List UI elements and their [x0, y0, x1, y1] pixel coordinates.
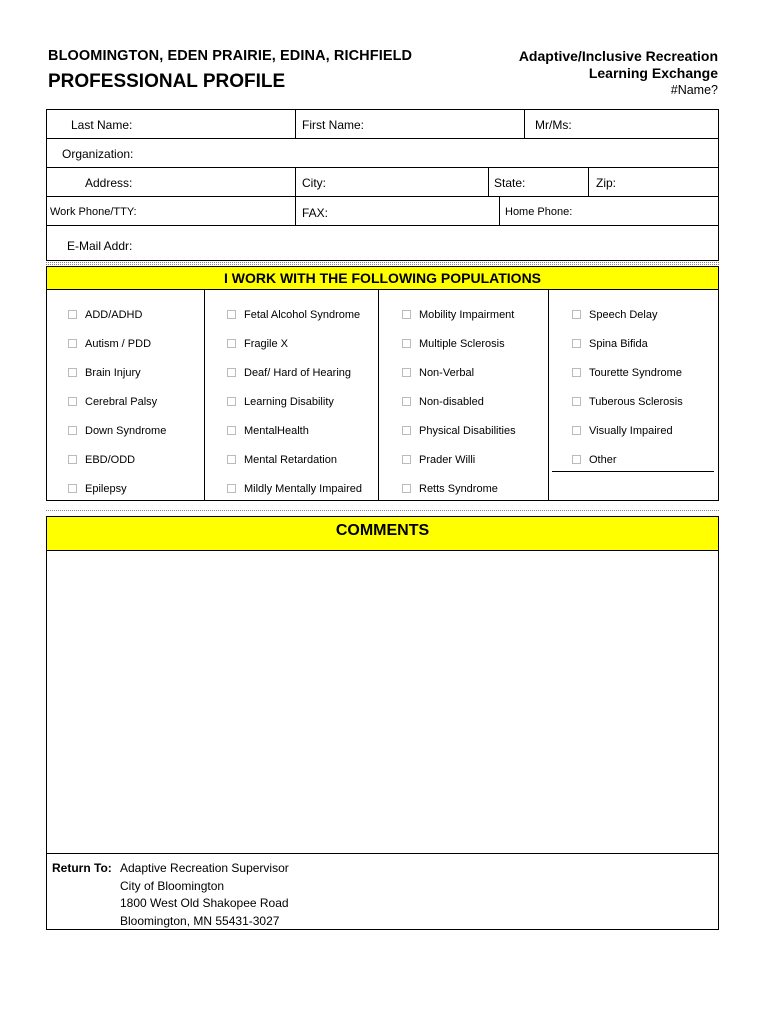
- population-option[interactable]: [68, 482, 127, 496]
- return-to-label: Return To:: [52, 861, 112, 875]
- population-checkbox[interactable]: [572, 310, 581, 319]
- population-label: Other: [589, 454, 617, 466]
- population-checkbox[interactable]: [402, 368, 411, 377]
- population-checkbox[interactable]: [402, 455, 411, 464]
- divider: [46, 264, 719, 265]
- address-label: Address:: [85, 176, 133, 190]
- population-label: EBD/ODD: [85, 454, 136, 466]
- organization-label: Organization:: [62, 147, 134, 161]
- header-right: [519, 48, 718, 99]
- population-option[interactable]: [227, 453, 337, 467]
- population-label: Mildly Mentally Impaired: [244, 483, 362, 495]
- population-option[interactable]: [402, 482, 498, 496]
- population-checkbox[interactable]: [572, 368, 581, 377]
- population-label: Non-Verbal: [419, 367, 475, 379]
- grid-line: [204, 290, 205, 501]
- last-name-label: Last Name:: [71, 118, 133, 132]
- population-label: Brain Injury: [85, 367, 141, 379]
- first-name-label: First Name:: [302, 118, 365, 132]
- population-label: Multiple Sclerosis: [419, 338, 505, 350]
- work-phone-label: Work Phone/TTY:: [50, 206, 137, 218]
- population-label: Cerebral Palsy: [85, 396, 158, 408]
- population-checkbox[interactable]: [572, 426, 581, 435]
- population-checkbox[interactable]: [68, 426, 77, 435]
- page-title: PROFESSIONAL PROFILE: [48, 71, 286, 92]
- return-line-2: City of Bloomington: [120, 879, 225, 893]
- fax-label: FAX:: [302, 206, 329, 220]
- population-option[interactable]: [572, 453, 617, 467]
- population-option[interactable]: [572, 366, 682, 380]
- population-option[interactable]: [227, 337, 288, 351]
- population-checkbox[interactable]: [402, 339, 411, 348]
- population-label: Autism / PDD: [85, 338, 152, 350]
- population-option[interactable]: [402, 366, 474, 380]
- population-checkbox[interactable]: [402, 397, 411, 406]
- work-phone-field[interactable]: [46, 196, 296, 226]
- home-phone-label: Home Phone:: [505, 206, 573, 218]
- grid-line: [718, 290, 719, 501]
- divider: [46, 510, 719, 511]
- first-name-field[interactable]: [295, 109, 525, 139]
- population-option[interactable]: [227, 366, 351, 380]
- population-label: MentalHealth: [244, 425, 309, 437]
- return-line-3: 1800 West Old Shakopee Road: [120, 896, 289, 910]
- population-checkbox[interactable]: [227, 310, 236, 319]
- population-label: Fetal Alcohol Syndrome: [244, 309, 361, 321]
- population-option[interactable]: [402, 308, 514, 322]
- population-checkbox[interactable]: [68, 455, 77, 464]
- home-phone-field[interactable]: [499, 196, 719, 226]
- return-line-4: Bloomington, MN 55431-3027: [120, 914, 280, 928]
- email-field[interactable]: [46, 225, 719, 261]
- population-checkbox[interactable]: [227, 426, 236, 435]
- population-option[interactable]: [572, 337, 648, 351]
- population-checkbox[interactable]: [68, 339, 77, 348]
- population-label: Fragile X: [244, 338, 289, 350]
- populations-heading: I WORK WITH THE FOLLOWING POPULATIONS: [46, 266, 719, 290]
- population-option[interactable]: [227, 308, 360, 322]
- population-option[interactable]: [227, 424, 309, 438]
- population-option[interactable]: [68, 453, 135, 467]
- population-label: Learning Disability: [244, 396, 334, 408]
- program-name: Adaptive/Inclusive Recreation: [518, 48, 718, 64]
- population-label: ADD/ADHD: [85, 309, 143, 321]
- population-option[interactable]: [402, 453, 475, 467]
- population-option[interactable]: [68, 424, 166, 438]
- return-line-1: Adaptive Recreation Supervisor: [120, 861, 289, 875]
- grid-line: [378, 290, 379, 501]
- mr-ms-label: Mr/Ms:: [535, 118, 572, 132]
- population-checkbox[interactable]: [572, 339, 581, 348]
- population-label: Mobility Impairment: [419, 309, 515, 321]
- population-checkbox[interactable]: [572, 397, 581, 406]
- population-checkbox[interactable]: [402, 484, 411, 493]
- last-name-field[interactable]: [46, 109, 296, 139]
- population-checkbox[interactable]: [227, 397, 236, 406]
- population-checkbox[interactable]: [572, 455, 581, 464]
- population-label: Down Syndrome: [85, 425, 167, 437]
- zip-field[interactable]: [588, 167, 719, 197]
- population-label: Retts Syndrome: [419, 483, 498, 495]
- grid-line: [46, 290, 47, 501]
- population-checkbox[interactable]: [227, 339, 236, 348]
- comments-heading: COMMENTS: [46, 516, 719, 551]
- state-label: State:: [494, 176, 526, 190]
- city-label: City:: [302, 176, 326, 190]
- population-option[interactable]: [68, 366, 141, 380]
- population-checkbox[interactable]: [68, 484, 77, 493]
- population-checkbox[interactable]: [402, 426, 411, 435]
- grid-line: [46, 500, 719, 501]
- population-label: Non-disabled: [419, 396, 484, 408]
- population-option[interactable]: [572, 308, 658, 322]
- population-checkbox[interactable]: [227, 455, 236, 464]
- fax-field[interactable]: [295, 196, 500, 226]
- population-label: Prader Willi: [419, 454, 476, 466]
- population-checkbox[interactable]: [227, 368, 236, 377]
- population-option[interactable]: [227, 482, 362, 496]
- population-option[interactable]: [68, 337, 151, 351]
- divider: [46, 262, 719, 263]
- program-subtitle: Learning Exchange: [588, 65, 718, 81]
- email-label: E-Mail Addr:: [67, 239, 133, 253]
- population-option[interactable]: [402, 424, 516, 438]
- city-field[interactable]: [295, 167, 489, 197]
- population-label: Tourette Syndrome: [589, 367, 682, 379]
- population-option[interactable]: [68, 395, 157, 409]
- population-label: Deaf/ Hard of Hearing: [244, 367, 351, 379]
- state-field[interactable]: [488, 167, 589, 197]
- population-option[interactable]: [402, 395, 484, 409]
- address-field[interactable]: [46, 167, 296, 197]
- organization-field[interactable]: [46, 138, 719, 168]
- population-option[interactable]: [227, 395, 334, 409]
- other-underline: [552, 471, 714, 472]
- population-option[interactable]: [68, 308, 142, 322]
- population-option[interactable]: [572, 424, 673, 438]
- zip-label: Zip:: [596, 176, 617, 190]
- population-option[interactable]: [572, 395, 683, 409]
- population-label: Spina Bifida: [589, 338, 648, 350]
- population-label: Physical Disabilities: [419, 425, 516, 437]
- population-checkbox[interactable]: [68, 397, 77, 406]
- population-label: Speech Delay: [589, 309, 658, 321]
- population-label: Epilepsy: [85, 483, 127, 495]
- comments-textarea[interactable]: [46, 550, 719, 854]
- population-label: Visually Impaired: [589, 425, 673, 437]
- header-cities: BLOOMINGTON, EDEN PRAIRIE, EDINA, RICHFIELD: [48, 48, 413, 64]
- grid-line: [548, 290, 549, 501]
- name-field-value: #Name?: [670, 83, 718, 97]
- mr-ms-field[interactable]: [524, 109, 719, 139]
- population-label: Mental Retardation: [244, 454, 337, 466]
- population-option[interactable]: [402, 337, 505, 351]
- population-checkbox[interactable]: [68, 310, 77, 319]
- population-checkbox[interactable]: [227, 484, 236, 493]
- population-checkbox[interactable]: [402, 310, 411, 319]
- population-label: Tuberous Sclerosis: [589, 396, 683, 408]
- population-checkbox[interactable]: [68, 368, 77, 377]
